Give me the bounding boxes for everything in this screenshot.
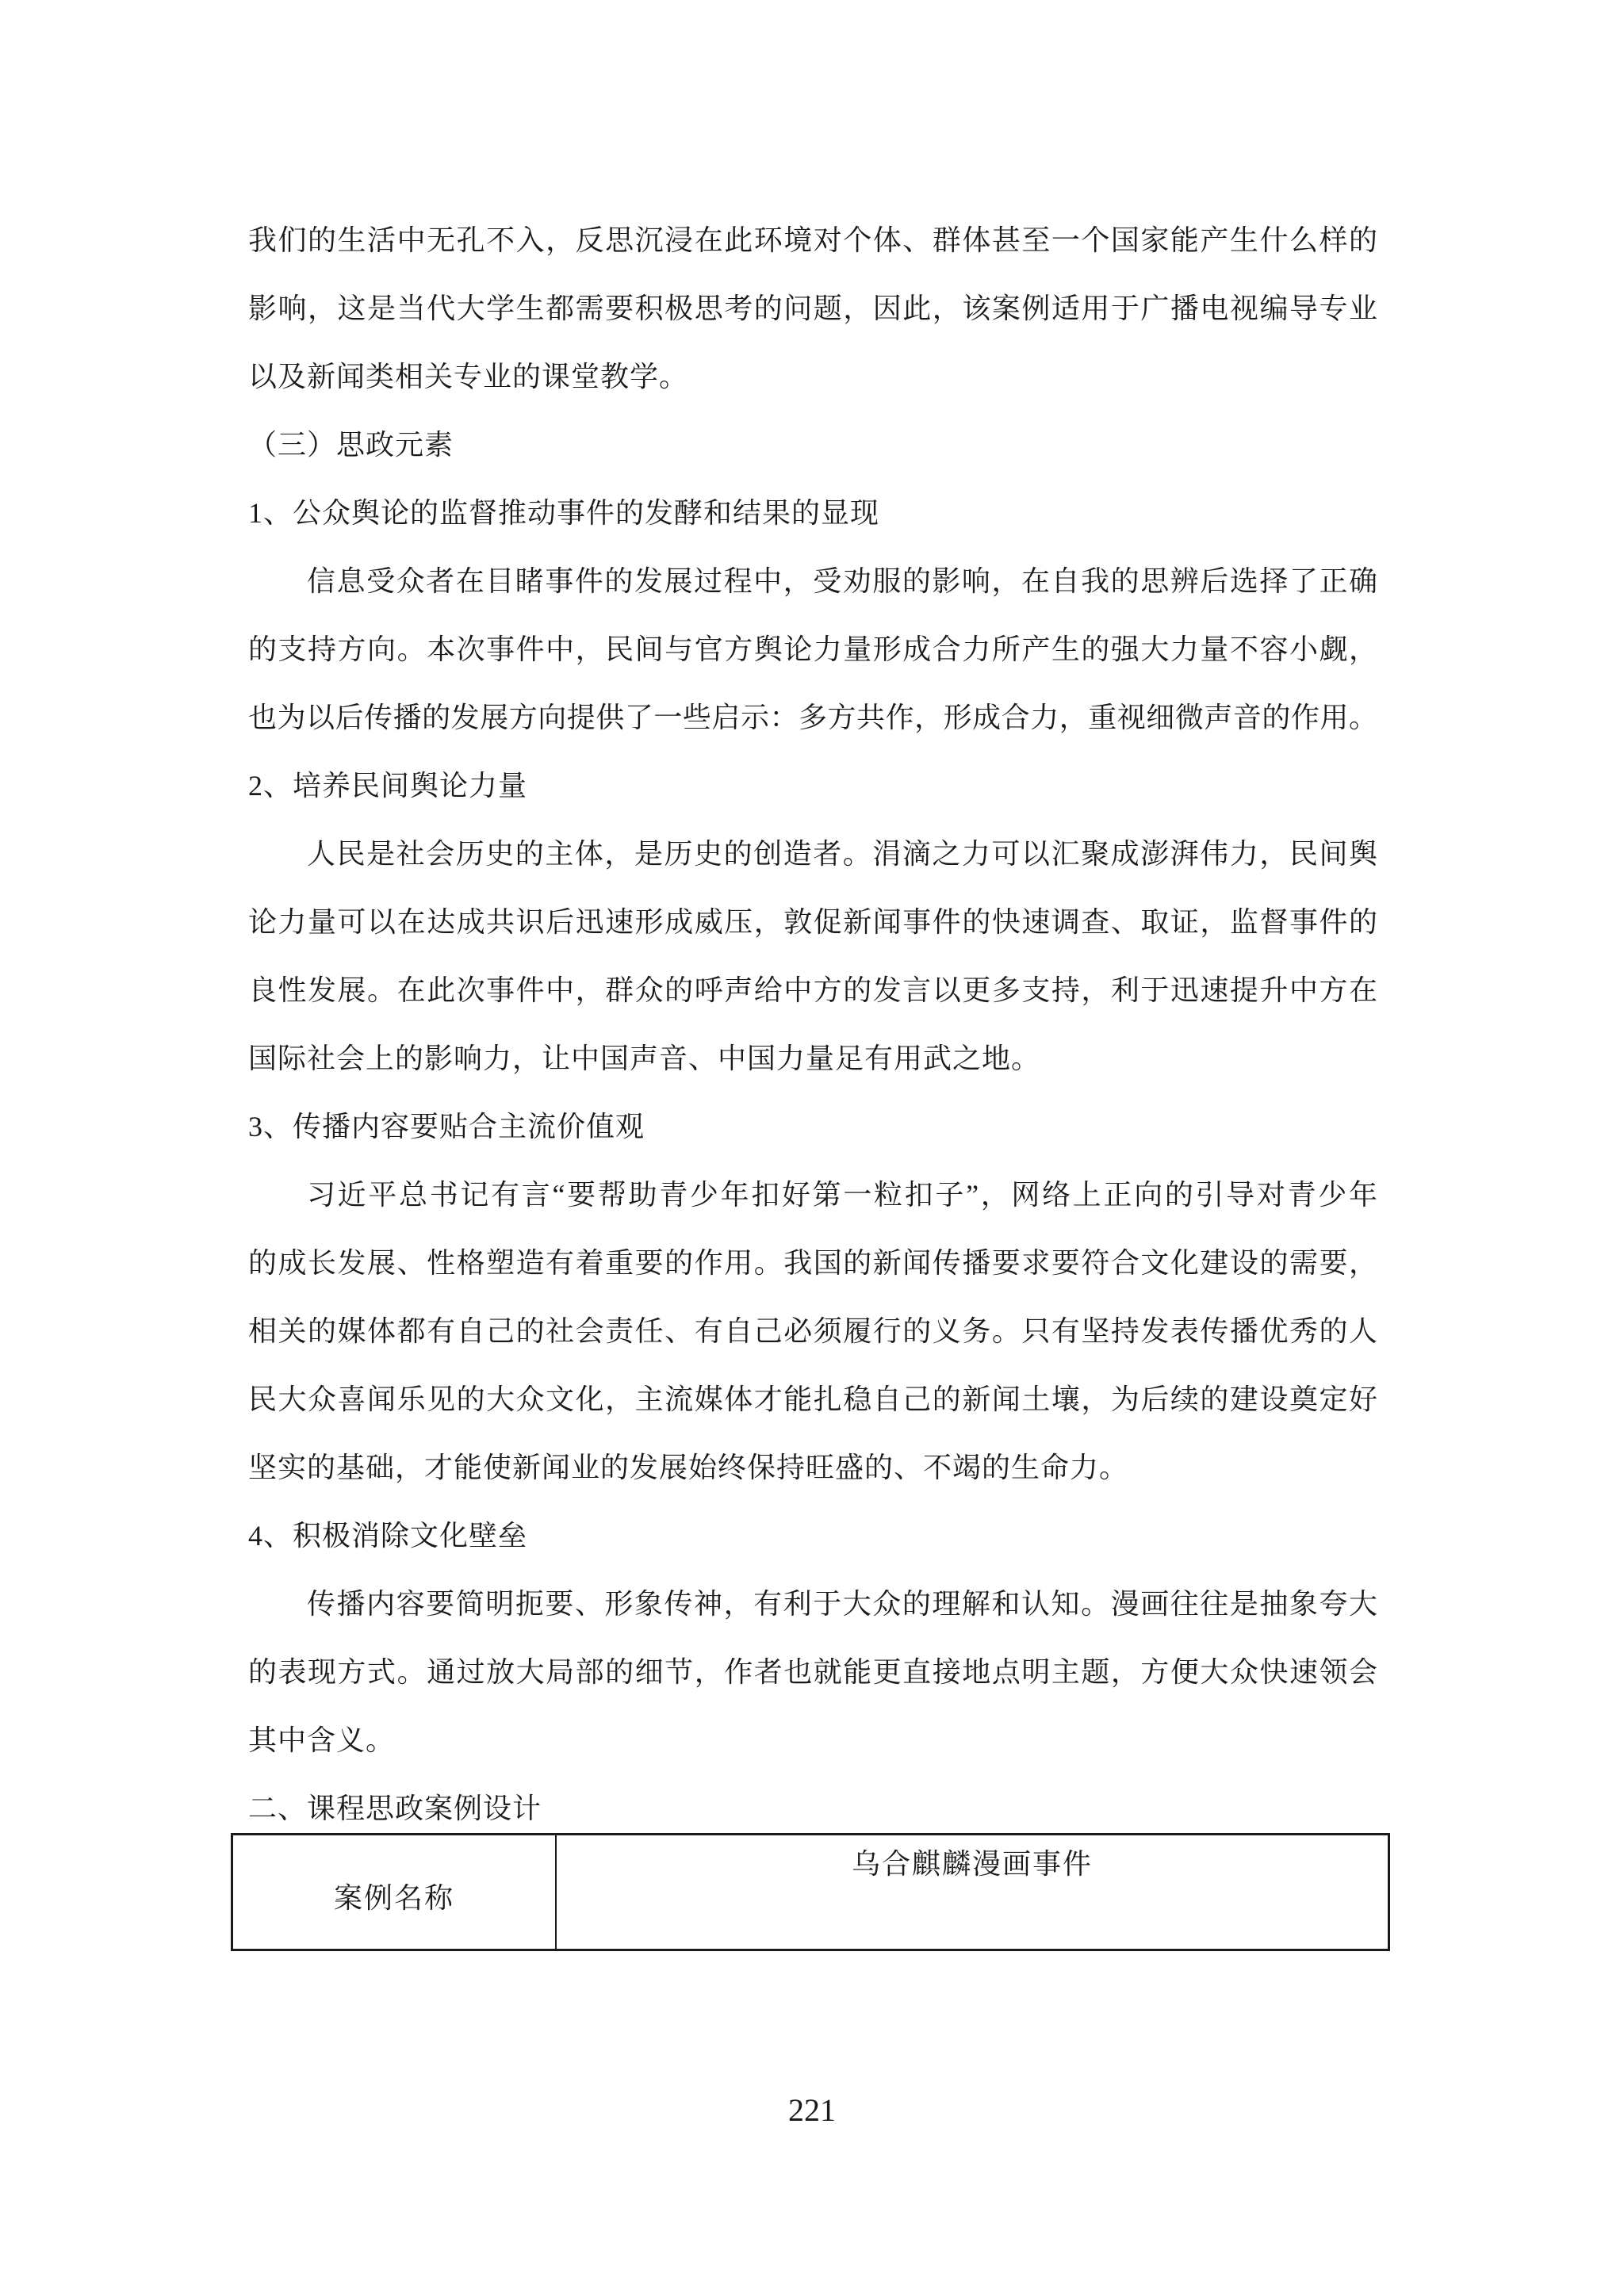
case-name-value: 乌合麒麟漫画事件 [851, 1848, 1093, 1880]
text-line: 民大众喜闻乐见的大众文化，主流媒体才能扎稳自己的新闻土壤，为后续的建设奠定好 [248, 1383, 1377, 1415]
text-line: 习近平总书记有言“要帮助青少年扣好第一粒扣子”，网络上正向的引导对青少年 [307, 1179, 1377, 1211]
text-line: 相关的媒体都有自己的社会责任、有自己必须履行的义务。只有坚持发表传播优秀的人 [248, 1315, 1377, 1347]
text-line: 也为以后传播的发展方向提供了一些启示：多方共作，形成合力，重视细微声音的作用。 [248, 702, 1377, 733]
text-line: 的支持方向。本次事件中，民间与官方舆论力量形成合力所产生的强大力量不容小觑， [248, 633, 1377, 665]
text-line: 坚实的基础，才能使新闻业的发展始终保持旺盛的、不竭的生命力。 [248, 1452, 1129, 1483]
page-number: 221 [788, 2092, 836, 2128]
chapter-heading: 二、课程思政案例设计 [248, 1793, 542, 1824]
case-name-label-cell [233, 1835, 557, 1949]
text-line: 良性发展。在此次事件中，群众的呼声给中方的发言以更多支持，利于迅速提升中方在 [248, 974, 1377, 1006]
text-line: 国际社会上的影响力，让中国声音、中国力量足有用武之地。 [248, 1043, 1041, 1074]
text-line: 的表现方式。通过放大局部的细节，作者也就能更直接地点明主题，方便大众快速领会 [248, 1656, 1377, 1688]
section-heading: （三）思政元素 [248, 429, 454, 461]
item-heading-4: 4、积极消除文化壁垒 [248, 1520, 528, 1552]
case-name-label: 案例名称 [333, 1882, 454, 1914]
text-line: 我们的生活中无孔不入，反思沉浸在此环境对个体、群体甚至一个国家能产生什么样的 [248, 224, 1377, 256]
text-line: 信息受众者在目睹事件的发展过程中，受劝服的影响，在自我的思辨后选择了正确 [307, 565, 1377, 597]
text-line: 其中含义。 [248, 1724, 396, 1756]
text-line: 人民是社会历史的主体，是历史的创造者。涓滴之力可以汇聚成澎湃伟力，民间舆 [307, 838, 1377, 870]
case-design-table [231, 1833, 1390, 1951]
text-line: 以及新闻类相关专业的课堂教学。 [248, 361, 689, 392]
item-heading-3: 3、传播内容要贴合主流价值观 [248, 1111, 645, 1142]
item-heading-1: 1、公众舆论的监督推动事件的发酵和结果的显现 [248, 497, 880, 529]
item-heading-2: 2、培养民间舆论力量 [248, 770, 528, 802]
text-line: 论力量可以在达成共识后迅速形成威压，敦促新闻事件的快速调查、取证，监督事件的 [248, 906, 1377, 938]
document-body [248, 206, 1377, 1843]
text-line: 影响，这是当代大学生都需要积极思考的问题，因此，该案例适用于广播电视编导专业 [248, 293, 1377, 324]
text-line: 传播内容要简明扼要、形象传神，有利于大众的理解和认知。漫画往往是抽象夸大 [307, 1588, 1377, 1620]
case-name-value-cell [557, 1835, 1388, 1949]
text-line: 的成长发展、性格塑造有着重要的作用。我国的新闻传播要求要符合文化建设的需要， [248, 1247, 1377, 1279]
